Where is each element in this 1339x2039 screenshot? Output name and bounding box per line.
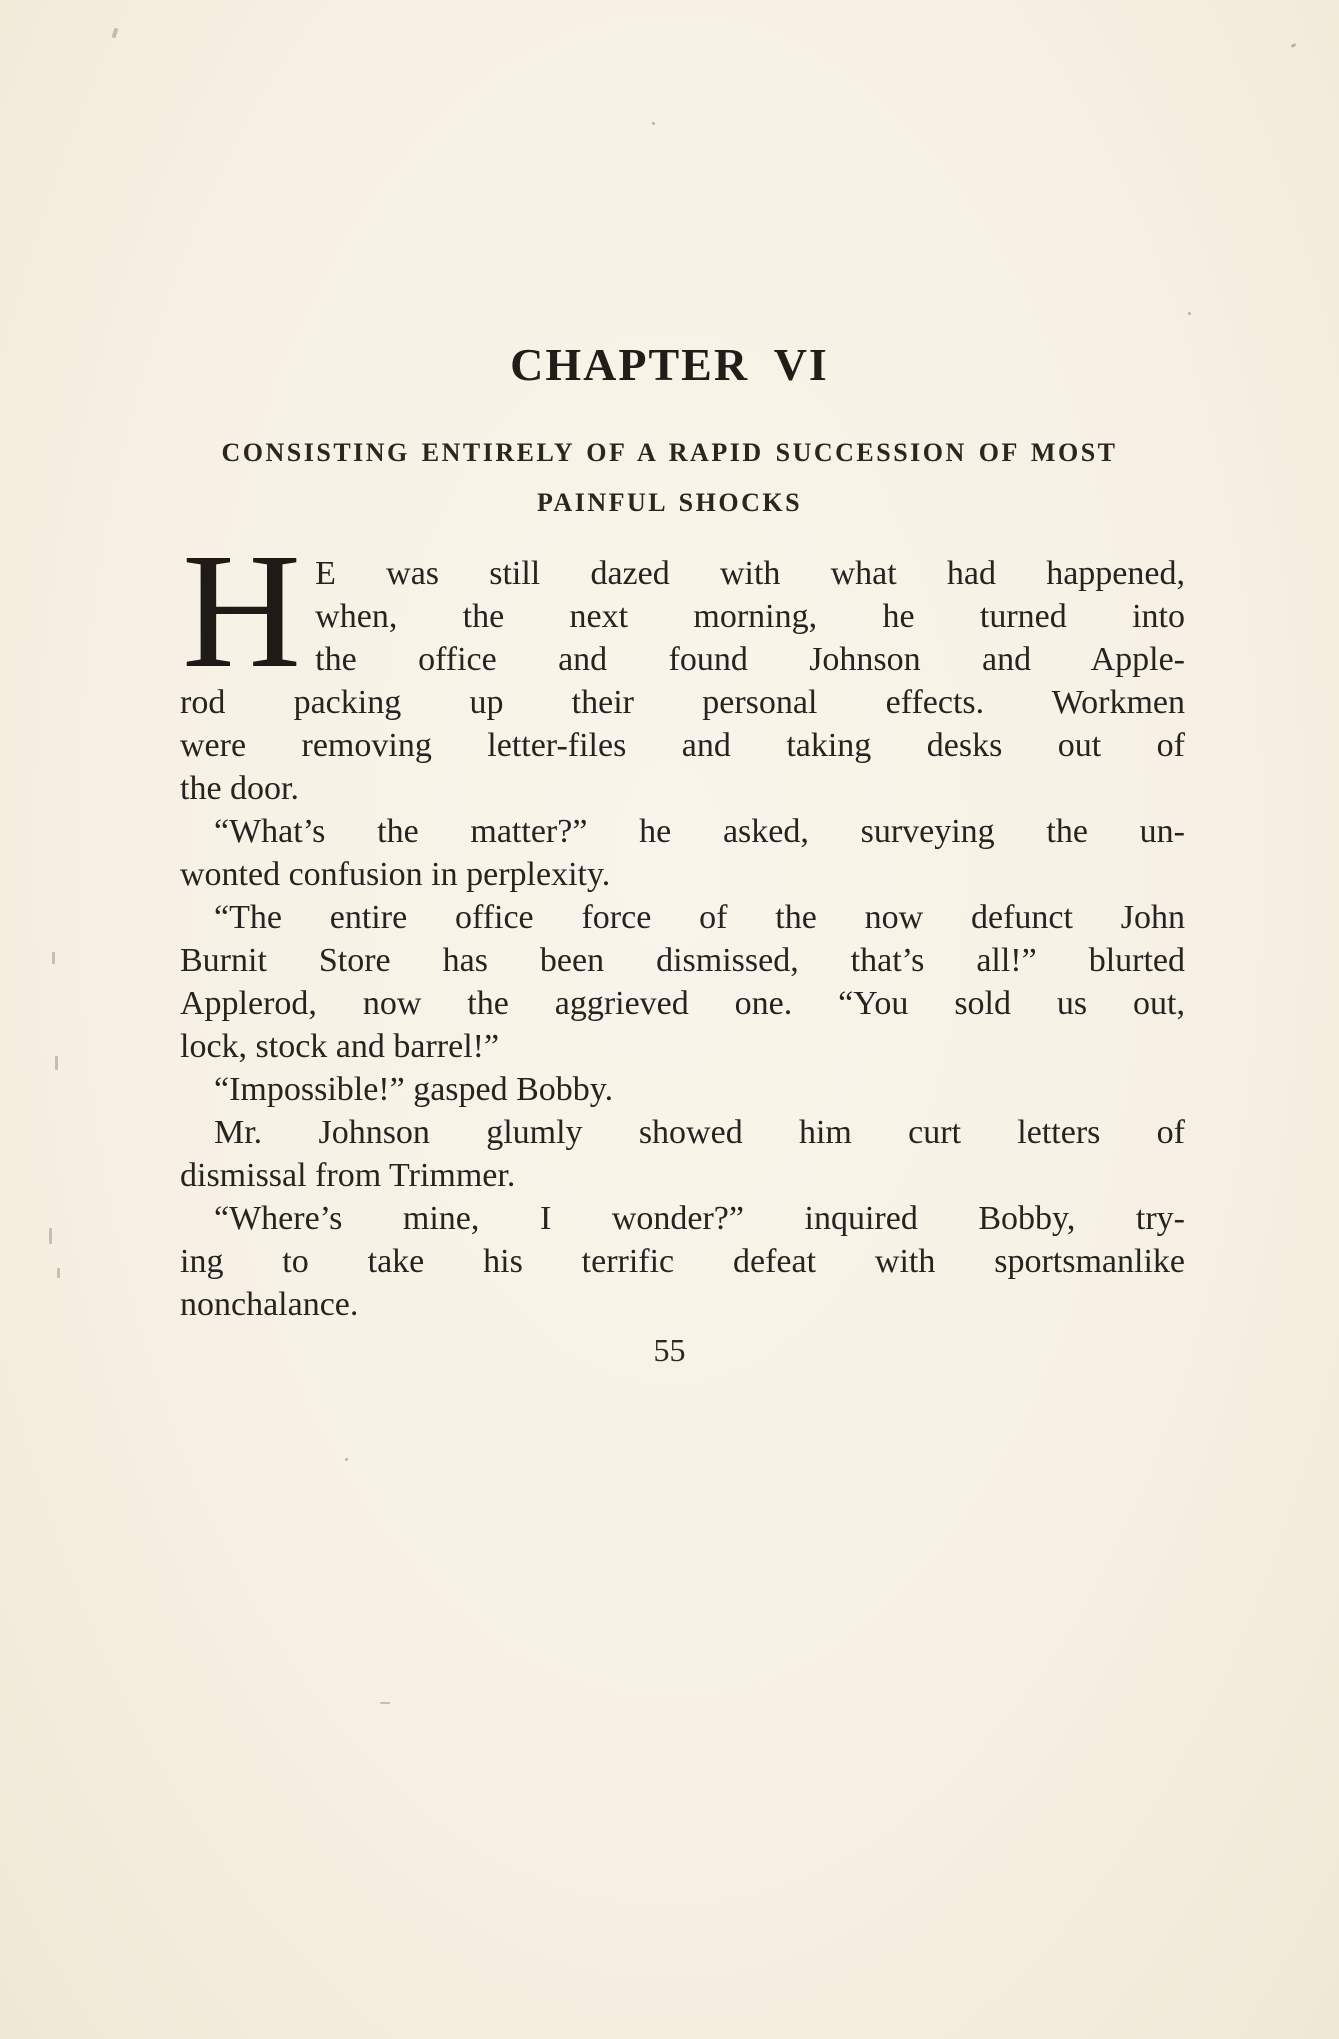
text-line: nonchalance. — [180, 1286, 359, 1323]
scan-speck — [1291, 43, 1297, 48]
drop-cap: H — [182, 519, 302, 702]
text-line: Applerod, now the aggrieved one. “You sold us out, — [180, 985, 1185, 1022]
scan-speck — [52, 952, 55, 964]
text-line: “The entire office force of the now defunct John — [214, 899, 1185, 936]
text-line: “Impossible!” gasped Bobby. — [214, 1071, 614, 1108]
text-line: when, the next morning, he turned into — [315, 598, 1185, 635]
scan-speck — [55, 1056, 58, 1070]
scan-speck — [112, 28, 119, 39]
text-line: the door. — [180, 770, 299, 807]
subtitle-line-1: CONSISTING ENTIRELY OF A RAPID SUCCESSION OF MOST — [221, 438, 1118, 467]
scan-speck — [652, 122, 655, 125]
text-line: were removing letter-files and taking desks out of — [180, 727, 1185, 764]
scan-speck — [49, 1228, 52, 1244]
paragraph — [180, 1068, 1185, 1111]
paragraph — [180, 1197, 1185, 1326]
body-text — [180, 519, 1185, 1326]
chapter-title: CHAPTER VI — [510, 339, 829, 390]
scan-speck — [1188, 312, 1191, 315]
paragraph — [180, 1111, 1185, 1197]
text-line: the office and found Johnson and Apple- — [315, 641, 1185, 678]
text-line: lock, stock and barrel!” — [180, 1028, 500, 1065]
paragraph — [180, 519, 1185, 810]
page-number: 55 — [653, 1332, 686, 1368]
scan-speck — [57, 1268, 60, 1278]
paragraph — [180, 810, 1185, 896]
chapter-subtitle — [0, 428, 1339, 528]
text-line: E was still dazed with what had happened, — [315, 555, 1185, 592]
scan-speck — [345, 1458, 348, 1461]
text-line: dismissal from Trimmer. — [180, 1157, 516, 1194]
paragraph — [180, 896, 1185, 1068]
text-line: Mr. Johnson glumly showed him curt letters of — [214, 1114, 1185, 1151]
text-line: “Where’s mine, I wonder?” inquired Bobby, try- — [214, 1200, 1185, 1237]
text-line: ing to take his terrific defeat with sportsmanlike — [180, 1243, 1185, 1280]
text-line: wonted confusion in perplexity. — [180, 856, 611, 893]
subtitle-line-2: PAINFUL SHOCKS — [536, 488, 803, 517]
text-line: rod packing up their personal effects. Workmen — [180, 684, 1185, 721]
text-line: “What’s the matter?” he asked, surveying the un- — [214, 813, 1185, 850]
text-line: Burnit Store has been dismissed, that’s all!” blurted — [180, 942, 1185, 979]
scan-speck — [380, 1702, 390, 1704]
